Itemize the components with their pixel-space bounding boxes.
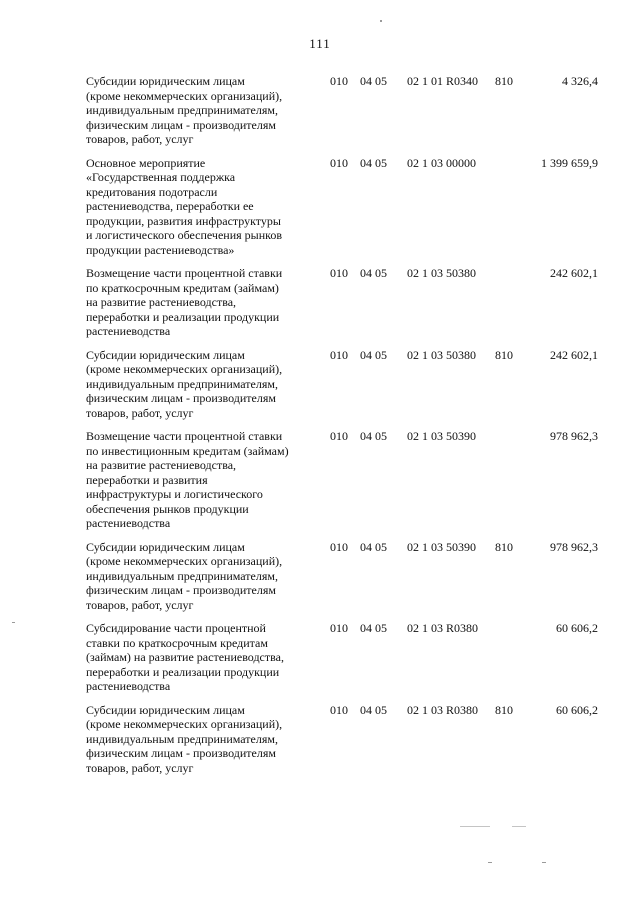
row-ved-code: 010 [330, 429, 348, 443]
row-ved-code: 010 [330, 702, 348, 717]
scan-mark [12, 622, 15, 623]
row-target-article: 02 1 03 R0380 [407, 621, 479, 635]
row-description: Субсидии юридическим лицам (кроме некоммерческих организаций), индивидуальным предпринимателям, физическим лицам - производителям товаров, работ, услуг [86, 347, 283, 420]
row-section-code: 04 05 [360, 539, 387, 554]
row-expense-type: 810 [495, 347, 513, 362]
row-amount: 242 602,1 [550, 266, 598, 280]
page-number: 111 [309, 36, 331, 51]
table-row [0, 156, 640, 258]
scan-mark [542, 862, 546, 863]
row-section-code: 04 05 [360, 621, 387, 635]
table-row [0, 74, 640, 147]
row-description: Возмещение части процентной ставки по инвестиционным кредитам (займам) на развитие растениеводства, переработки и развития инфраструктуры и логистического обеспечения рынков продукции растениеводства [86, 429, 289, 530]
table-row [0, 266, 640, 339]
row-amount: 60 606,2 [556, 702, 598, 717]
table-row [0, 703, 640, 776]
row-amount: 242 602,1 [550, 347, 598, 362]
row-target-article: 02 1 03 50390 [407, 429, 476, 443]
row-expense-type: 810 [495, 74, 513, 88]
row-description: Субсидирование части процентной ставки по краткосрочным кредитам (займам) на развитие растениеводства, переработки и реализации продукции растениеводства [86, 621, 284, 693]
row-section-code: 04 05 [360, 266, 387, 280]
row-ved-code: 010 [330, 539, 348, 554]
row-target-article: 02 1 03 00000 [407, 155, 476, 170]
row-description: Субсидии юридическим лицам (кроме некоммерческих организаций), индивидуальным предпринимателям, физическим лицам - производителям товаров, работ, услуг [86, 702, 283, 775]
row-section-code: 04 05 [360, 702, 387, 717]
scan-mark [460, 826, 490, 827]
table-row [0, 540, 640, 613]
scan-mark [380, 20, 382, 22]
scan-mark [512, 826, 526, 827]
row-target-article: 02 1 03 50380 [407, 347, 476, 362]
row-target-article: 02 1 03 50390 [407, 539, 476, 554]
row-amount: 978 962,3 [550, 429, 598, 443]
row-target-article: 02 1 03 50380 [407, 266, 476, 280]
row-ved-code: 010 [330, 266, 348, 280]
row-section-code: 04 05 [360, 155, 387, 170]
row-amount: 4 326,4 [562, 74, 598, 88]
table-row [0, 429, 640, 531]
table-row [0, 348, 640, 421]
table-row [0, 621, 640, 694]
row-ved-code: 010 [330, 347, 348, 362]
row-ved-code: 010 [330, 74, 348, 88]
row-expense-type: 810 [495, 702, 513, 717]
row-description: Субсидии юридическим лицам (кроме некоммерческих организаций), индивидуальным предпринимателям, физическим лицам - производителям товаров, работ, услуг [86, 74, 283, 146]
scan-mark [488, 862, 492, 863]
row-section-code: 04 05 [360, 74, 387, 88]
row-section-code: 04 05 [360, 429, 387, 443]
row-ved-code: 010 [330, 621, 348, 635]
row-amount: 1 399 659,9 [541, 155, 598, 170]
row-target-article: 02 1 01 R0340 [407, 74, 479, 88]
row-amount: 60 606,2 [556, 621, 598, 635]
row-amount: 978 962,3 [550, 539, 598, 554]
row-target-article: 02 1 03 R0380 [407, 702, 479, 717]
row-description: Основное мероприятие «Государственная поддержка кредитования подотрасли растениеводства, переработки ее продукции, развития инфраструктуры и логистического обеспечения рынков продукции растениеводства» [86, 155, 283, 257]
row-expense-type: 810 [495, 539, 513, 554]
row-description: Возмещение части процентной ставки по краткосрочным кредитам (займам) на развитие растениеводства, переработки и реализации продукции растениеводства [86, 266, 283, 338]
row-ved-code: 010 [330, 155, 348, 170]
budget-table [0, 74, 640, 784]
row-description: Субсидии юридическим лицам (кроме некоммерческих организаций), индивидуальным предпринимателям, физическим лицам - производителям товаров, работ, услуг [86, 539, 283, 612]
row-section-code: 04 05 [360, 347, 387, 362]
